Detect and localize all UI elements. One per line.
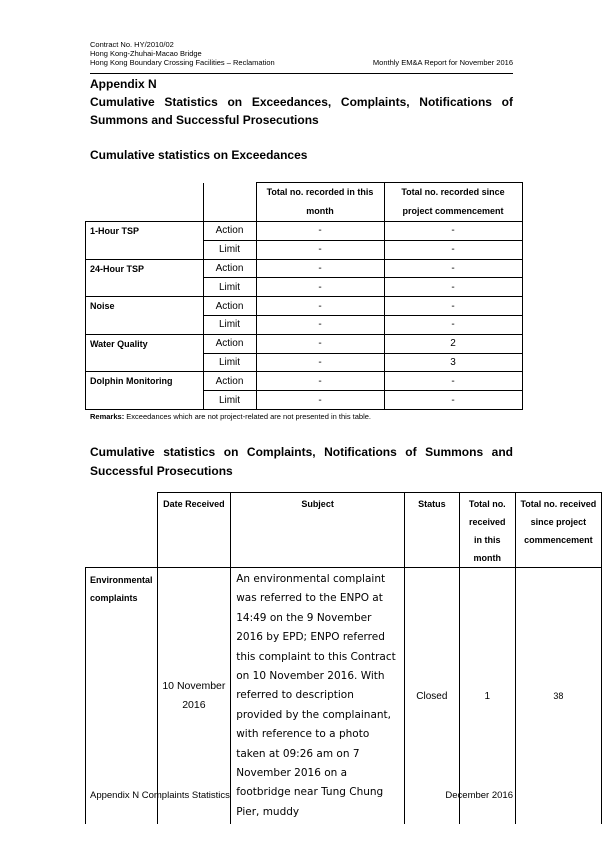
level-cell: Action — [203, 222, 256, 241]
exceedance-row — [86, 297, 523, 316]
complaint-status: Closed — [404, 568, 459, 825]
complaints-heading-line-2: Successful Prosecutions — [90, 464, 233, 478]
complaint-category: Environmental complaints — [86, 568, 158, 825]
exceedances-table — [85, 182, 523, 410]
level-cell: Limit — [203, 278, 256, 297]
month-value: - — [256, 278, 384, 297]
contract-no: Contract No. HY/2010/02 — [90, 40, 174, 49]
level-cell: Action — [203, 334, 256, 353]
month-value: - — [256, 240, 384, 259]
col-status-header: Status — [404, 493, 459, 568]
complaints-table — [85, 492, 602, 824]
exceedance-row — [86, 372, 523, 391]
month-value: - — [256, 259, 384, 278]
level-cell: Action — [203, 372, 256, 391]
month-value: - — [256, 297, 384, 316]
complaint-subject: An environmental complaint was referred to the ENPO at 14:49 on the 9 November 2016 by EPD; ENPO referred this complaint to this Contract on 10 November 2016. With referred to description provided by the complainant, with reference to a photo taken at 09:26 am on 7 November 2016 on a footbridge near Tung Chung Pier, muddy — [231, 568, 405, 825]
remarks-label: Remarks: — [90, 412, 125, 421]
title-line-1: Cumulative Statistics on Exceedances, Complaints, Notifications of — [90, 95, 513, 109]
exceedance-row — [86, 222, 523, 241]
parameter-cell: Dolphin Monitoring — [86, 372, 204, 410]
total-value: - — [384, 297, 522, 316]
appendix-title: Appendix N — [90, 77, 157, 91]
page-footer — [90, 790, 513, 801]
total-value: - — [384, 315, 522, 334]
footer-left: Appendix N Complaints Statistics — [90, 790, 230, 801]
remarks — [90, 412, 371, 421]
header-blank — [203, 183, 256, 222]
col-month-header: Total no. received in this month — [459, 493, 515, 568]
parameter-cell: 24-Hour TSP — [86, 259, 204, 297]
footer-right: December 2016 — [445, 790, 513, 801]
level-cell: Limit — [203, 315, 256, 334]
level-cell: Limit — [203, 240, 256, 259]
complaint-date: 10 November 2016 — [157, 568, 231, 825]
total-value: 2 — [384, 334, 522, 353]
complaint-month-count: 1 — [459, 568, 515, 825]
header-blank — [86, 183, 204, 222]
level-cell: Limit — [203, 353, 256, 372]
total-value: - — [384, 372, 522, 391]
level-cell: Action — [203, 259, 256, 278]
project-name: Hong Kong-Zhuhai-Macao Bridge — [90, 49, 202, 58]
complaint-total-count: 38 — [515, 568, 601, 825]
col-date-header: Date Received — [157, 493, 231, 568]
exceedance-row — [86, 259, 523, 278]
document-title — [90, 93, 513, 129]
remarks-text: Exceedances which are not project-related are not presented in this table. — [124, 412, 371, 421]
month-value: - — [256, 334, 384, 353]
facility-name: Hong Kong Boundary Crossing Facilities – Reclamation — [90, 58, 275, 67]
header-blank — [86, 493, 158, 568]
exceedance-row — [86, 334, 523, 353]
report-name: Monthly EM&A Report for November 2016 — [372, 58, 513, 67]
parameter-cell: Noise — [86, 297, 204, 335]
month-value: - — [256, 315, 384, 334]
total-value: - — [384, 240, 522, 259]
col-month-header: Total no. recorded in this month — [256, 183, 384, 222]
complaints-heading-line-1: Cumulative statistics on Complaints, Notifications of Summons and — [90, 445, 513, 459]
month-value: - — [256, 391, 384, 410]
total-value: - — [384, 391, 522, 410]
month-value: - — [256, 353, 384, 372]
total-value: - — [384, 278, 522, 297]
header-rule — [90, 73, 513, 74]
total-value: - — [384, 259, 522, 278]
col-total-header: Total no. recorded since project commencement — [384, 183, 522, 222]
level-cell: Action — [203, 297, 256, 316]
title-line-2: Summons and Successful Prosecutions — [90, 113, 319, 127]
col-total-header: Total no. received since project commencement — [515, 493, 601, 568]
month-value: - — [256, 222, 384, 241]
complaints-heading — [90, 443, 513, 481]
col-subject-header: Subject — [231, 493, 405, 568]
exceedances-heading: Cumulative statistics on Exceedances — [90, 148, 308, 162]
parameter-cell: 1-Hour TSP — [86, 222, 204, 260]
total-value: 3 — [384, 353, 522, 372]
total-value: - — [384, 222, 522, 241]
month-value: - — [256, 372, 384, 391]
level-cell: Limit — [203, 391, 256, 410]
parameter-cell: Water Quality — [86, 334, 204, 372]
page-header — [90, 40, 513, 67]
